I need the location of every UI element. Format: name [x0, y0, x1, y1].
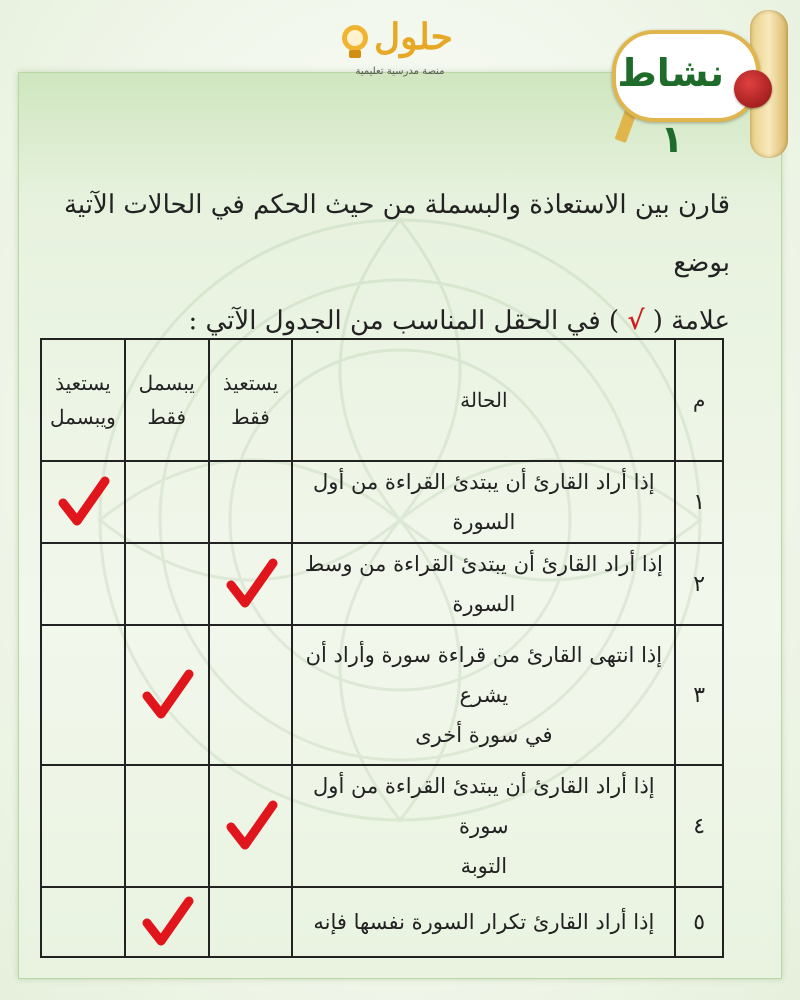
table-row [41, 765, 723, 887]
row-case [292, 625, 675, 765]
instructions-line-2-end: ) في الحقل المناسب من الجدول الآتي : [188, 306, 620, 336]
row-number: ٢ [675, 543, 723, 625]
row-case-line: إذا أراد القارئ أن يبتدئ القراءة من وسط السورة [304, 552, 663, 616]
header-basmala-only-line-1: يبسمل [138, 371, 195, 395]
brand-name: حلول [374, 16, 453, 58]
header-seek-only-line-1: يستعيذ [222, 371, 279, 395]
row-case [292, 461, 675, 543]
answer-cell-basmala-only[interactable] [125, 543, 209, 625]
header-basmala-only [125, 339, 209, 461]
table-row [41, 543, 723, 625]
row-case-line: في سورة أخرى [415, 723, 553, 747]
row-case-line: التوبة [460, 854, 508, 878]
wax-seal-icon [734, 70, 772, 108]
row-number: ٥ [675, 887, 723, 957]
lightbulb-icon [338, 22, 372, 62]
instructions [60, 176, 730, 350]
header-both-line-1: يستعيذ [55, 371, 111, 395]
activity-number: ١ [660, 117, 684, 161]
answer-cell-seek-only[interactable] [209, 625, 293, 765]
instructions-line-1: قارن بين الاستعاذة والبسملة من حيث الحكم في الحالات الآتية بوضع [63, 190, 730, 278]
answer-cell-seek-only[interactable] [209, 461, 293, 543]
header-both-line-2: ويبسمل [50, 405, 116, 429]
instructions-line-2-start: علامة ( [652, 306, 730, 336]
brand-logo [330, 14, 500, 94]
check-mark-icon [139, 895, 195, 949]
brand-tagline: منصة مدرسية تعليمية [355, 66, 445, 77]
check-mark-icon [55, 475, 111, 529]
row-case [292, 543, 675, 625]
check-mark-icon [223, 799, 279, 853]
row-number: ٣ [675, 625, 723, 765]
answer-cell-basmala-only[interactable] [125, 625, 209, 765]
row-case-line: إذا أراد القارئ أن يبتدئ القراءة من أول سورة [313, 774, 655, 838]
table-row [41, 625, 723, 765]
answer-cell-both[interactable] [41, 625, 125, 765]
comparison-table [40, 338, 724, 958]
answer-cell-both[interactable] [41, 887, 125, 957]
table-row [41, 461, 723, 543]
table-header-row [41, 339, 723, 461]
row-case-line: إذا انتهى القارئ من قراءة سورة وأراد أن يشرع [305, 643, 663, 707]
activity-title [617, 40, 724, 161]
answer-cell-both[interactable] [41, 543, 125, 625]
row-number: ٤ [675, 765, 723, 887]
row-case [292, 887, 675, 957]
row-case-line: إذا أراد القارئ تكرار السورة نفسها فإنه [313, 910, 655, 934]
answer-cell-seek-only[interactable] [209, 887, 293, 957]
header-case: الحالة [292, 339, 675, 461]
header-number: م [675, 339, 723, 461]
row-case-line: إذا أراد القارئ أن يبتدئ القراءة من أول السورة [313, 470, 655, 534]
header-both [41, 339, 125, 461]
header-basmala-only-line-2: فقط [147, 405, 187, 429]
answer-cell-seek-only[interactable] [209, 765, 293, 887]
row-case [292, 765, 675, 887]
answer-cell-basmala-only[interactable] [125, 765, 209, 887]
header-seek-only [209, 339, 293, 461]
check-mark-icon [139, 668, 195, 722]
table-row [41, 887, 723, 957]
answer-cell-seek-only[interactable] [209, 543, 293, 625]
activity-label: نشاط [617, 51, 724, 95]
activity-badge [600, 8, 796, 161]
inline-check-mark: √ [627, 306, 645, 336]
answer-cell-basmala-only[interactable] [125, 461, 209, 543]
check-mark-icon [223, 557, 279, 611]
answer-cell-both[interactable] [41, 765, 125, 887]
table-body [41, 461, 723, 957]
row-number: ١ [675, 461, 723, 543]
header-seek-only-line-2: فقط [231, 405, 270, 429]
answer-cell-both[interactable] [41, 461, 125, 543]
answer-cell-basmala-only[interactable] [125, 887, 209, 957]
